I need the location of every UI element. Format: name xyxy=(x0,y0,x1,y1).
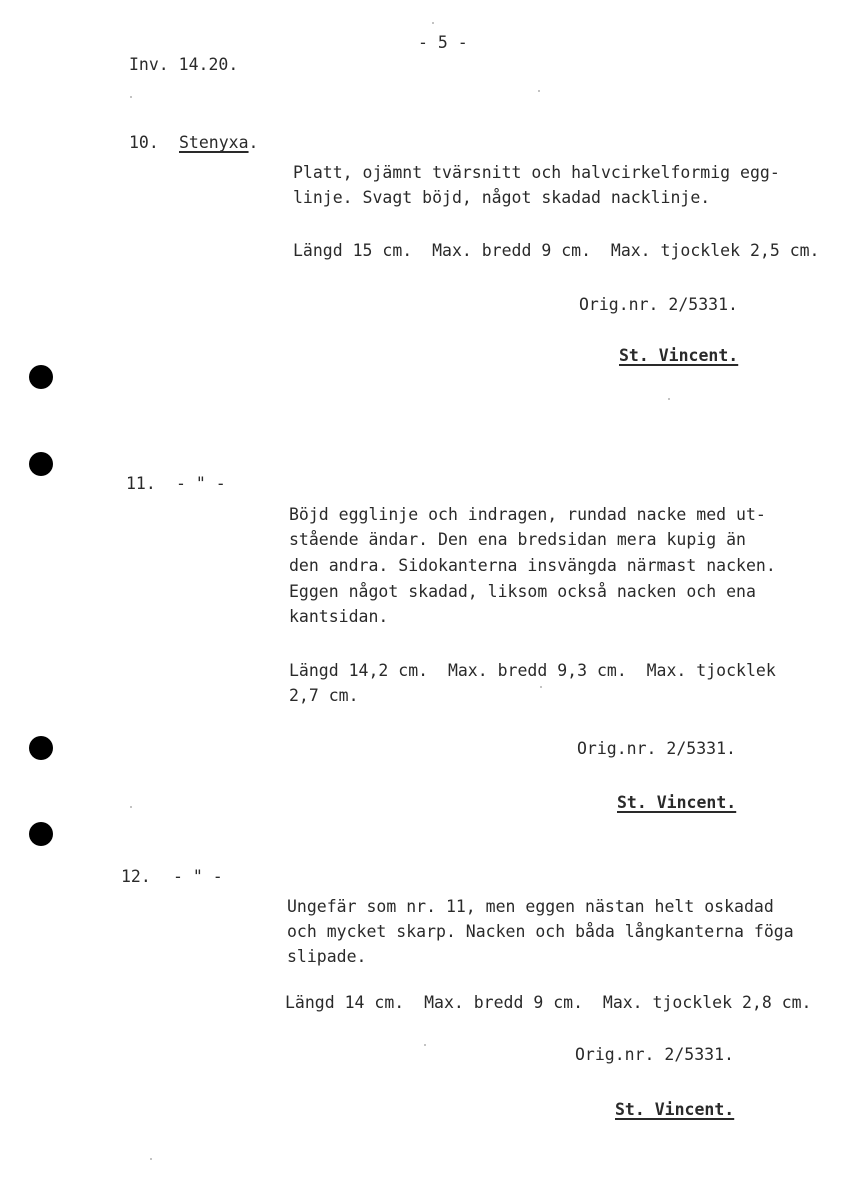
entry-description-line: den andra. Sidokanterna insvängda närmast nacken. xyxy=(289,556,776,575)
entry-place: St. Vincent. xyxy=(615,1100,735,1119)
punch-hole xyxy=(29,452,53,476)
scan-speck xyxy=(130,96,132,98)
entry-place: St. Vincent. xyxy=(619,346,739,365)
scan-speck xyxy=(150,1158,152,1160)
scan-speck xyxy=(432,22,434,24)
scan-speck xyxy=(424,1044,426,1046)
entry-measurements: 2,7 cm. xyxy=(289,686,359,705)
entry-title: - " - xyxy=(173,867,223,886)
punch-hole xyxy=(29,822,53,846)
entry-number: 10. xyxy=(129,133,159,152)
entry-description-line: slipade. xyxy=(287,947,367,966)
entry-description-line: kantsidan. xyxy=(289,607,389,626)
entry-title-text: Stenyxa xyxy=(179,133,249,152)
entry-description-line: Böjd egglinje och indragen, rundad nacke med ut- xyxy=(289,505,766,524)
entry-title xyxy=(179,130,258,155)
entry-description-line: och mycket skarp. Nacken och båda långkanterna föga xyxy=(287,922,794,941)
entry-measurements: Längd 14 cm. Max. bredd 9 cm. Max. tjocklek 2,8 cm. xyxy=(285,993,812,1012)
entry-description-line: linje. Svagt böjd, något skadad nacklinje. xyxy=(293,188,711,207)
entry-number: 12. xyxy=(121,867,151,886)
entry-measurements: Längd 15 cm. Max. bredd 9 cm. Max. tjocklek 2,5 cm. xyxy=(293,241,820,260)
entry-orig-number: Orig.nr. 2/5331. xyxy=(579,295,738,314)
entry-title: - " - xyxy=(176,474,226,493)
entry-title-suffix: . xyxy=(248,133,259,152)
scan-speck xyxy=(540,686,542,688)
entry-description-line: Ungefär som nr. 11, men eggen nästan helt oskadad xyxy=(287,897,774,916)
page-number: - 5 - xyxy=(418,33,468,52)
entry-description-line: Eggen något skadad, liksom också nacken och ena xyxy=(289,582,756,601)
scan-speck xyxy=(130,806,132,808)
entry-place: St. Vincent. xyxy=(617,793,737,812)
inventory-number: Inv. 14.20. xyxy=(129,55,239,74)
entry-number: 11. xyxy=(126,474,156,493)
punch-hole xyxy=(29,365,53,389)
entry-orig-number: Orig.nr. 2/5331. xyxy=(575,1045,734,1064)
punch-hole xyxy=(29,736,53,760)
scan-speck xyxy=(538,90,540,92)
entry-description-line: stående ändar. Den ena bredsidan mera kupig än xyxy=(289,530,746,549)
entry-measurements: Längd 14,2 cm. Max. bredd 9,3 cm. Max. tjocklek xyxy=(289,661,776,680)
entry-description-line: Platt, ojämnt tvärsnitt och halvcirkelformig egg- xyxy=(293,163,780,182)
entry-orig-number: Orig.nr. 2/5331. xyxy=(577,739,736,758)
scan-speck xyxy=(668,398,670,400)
